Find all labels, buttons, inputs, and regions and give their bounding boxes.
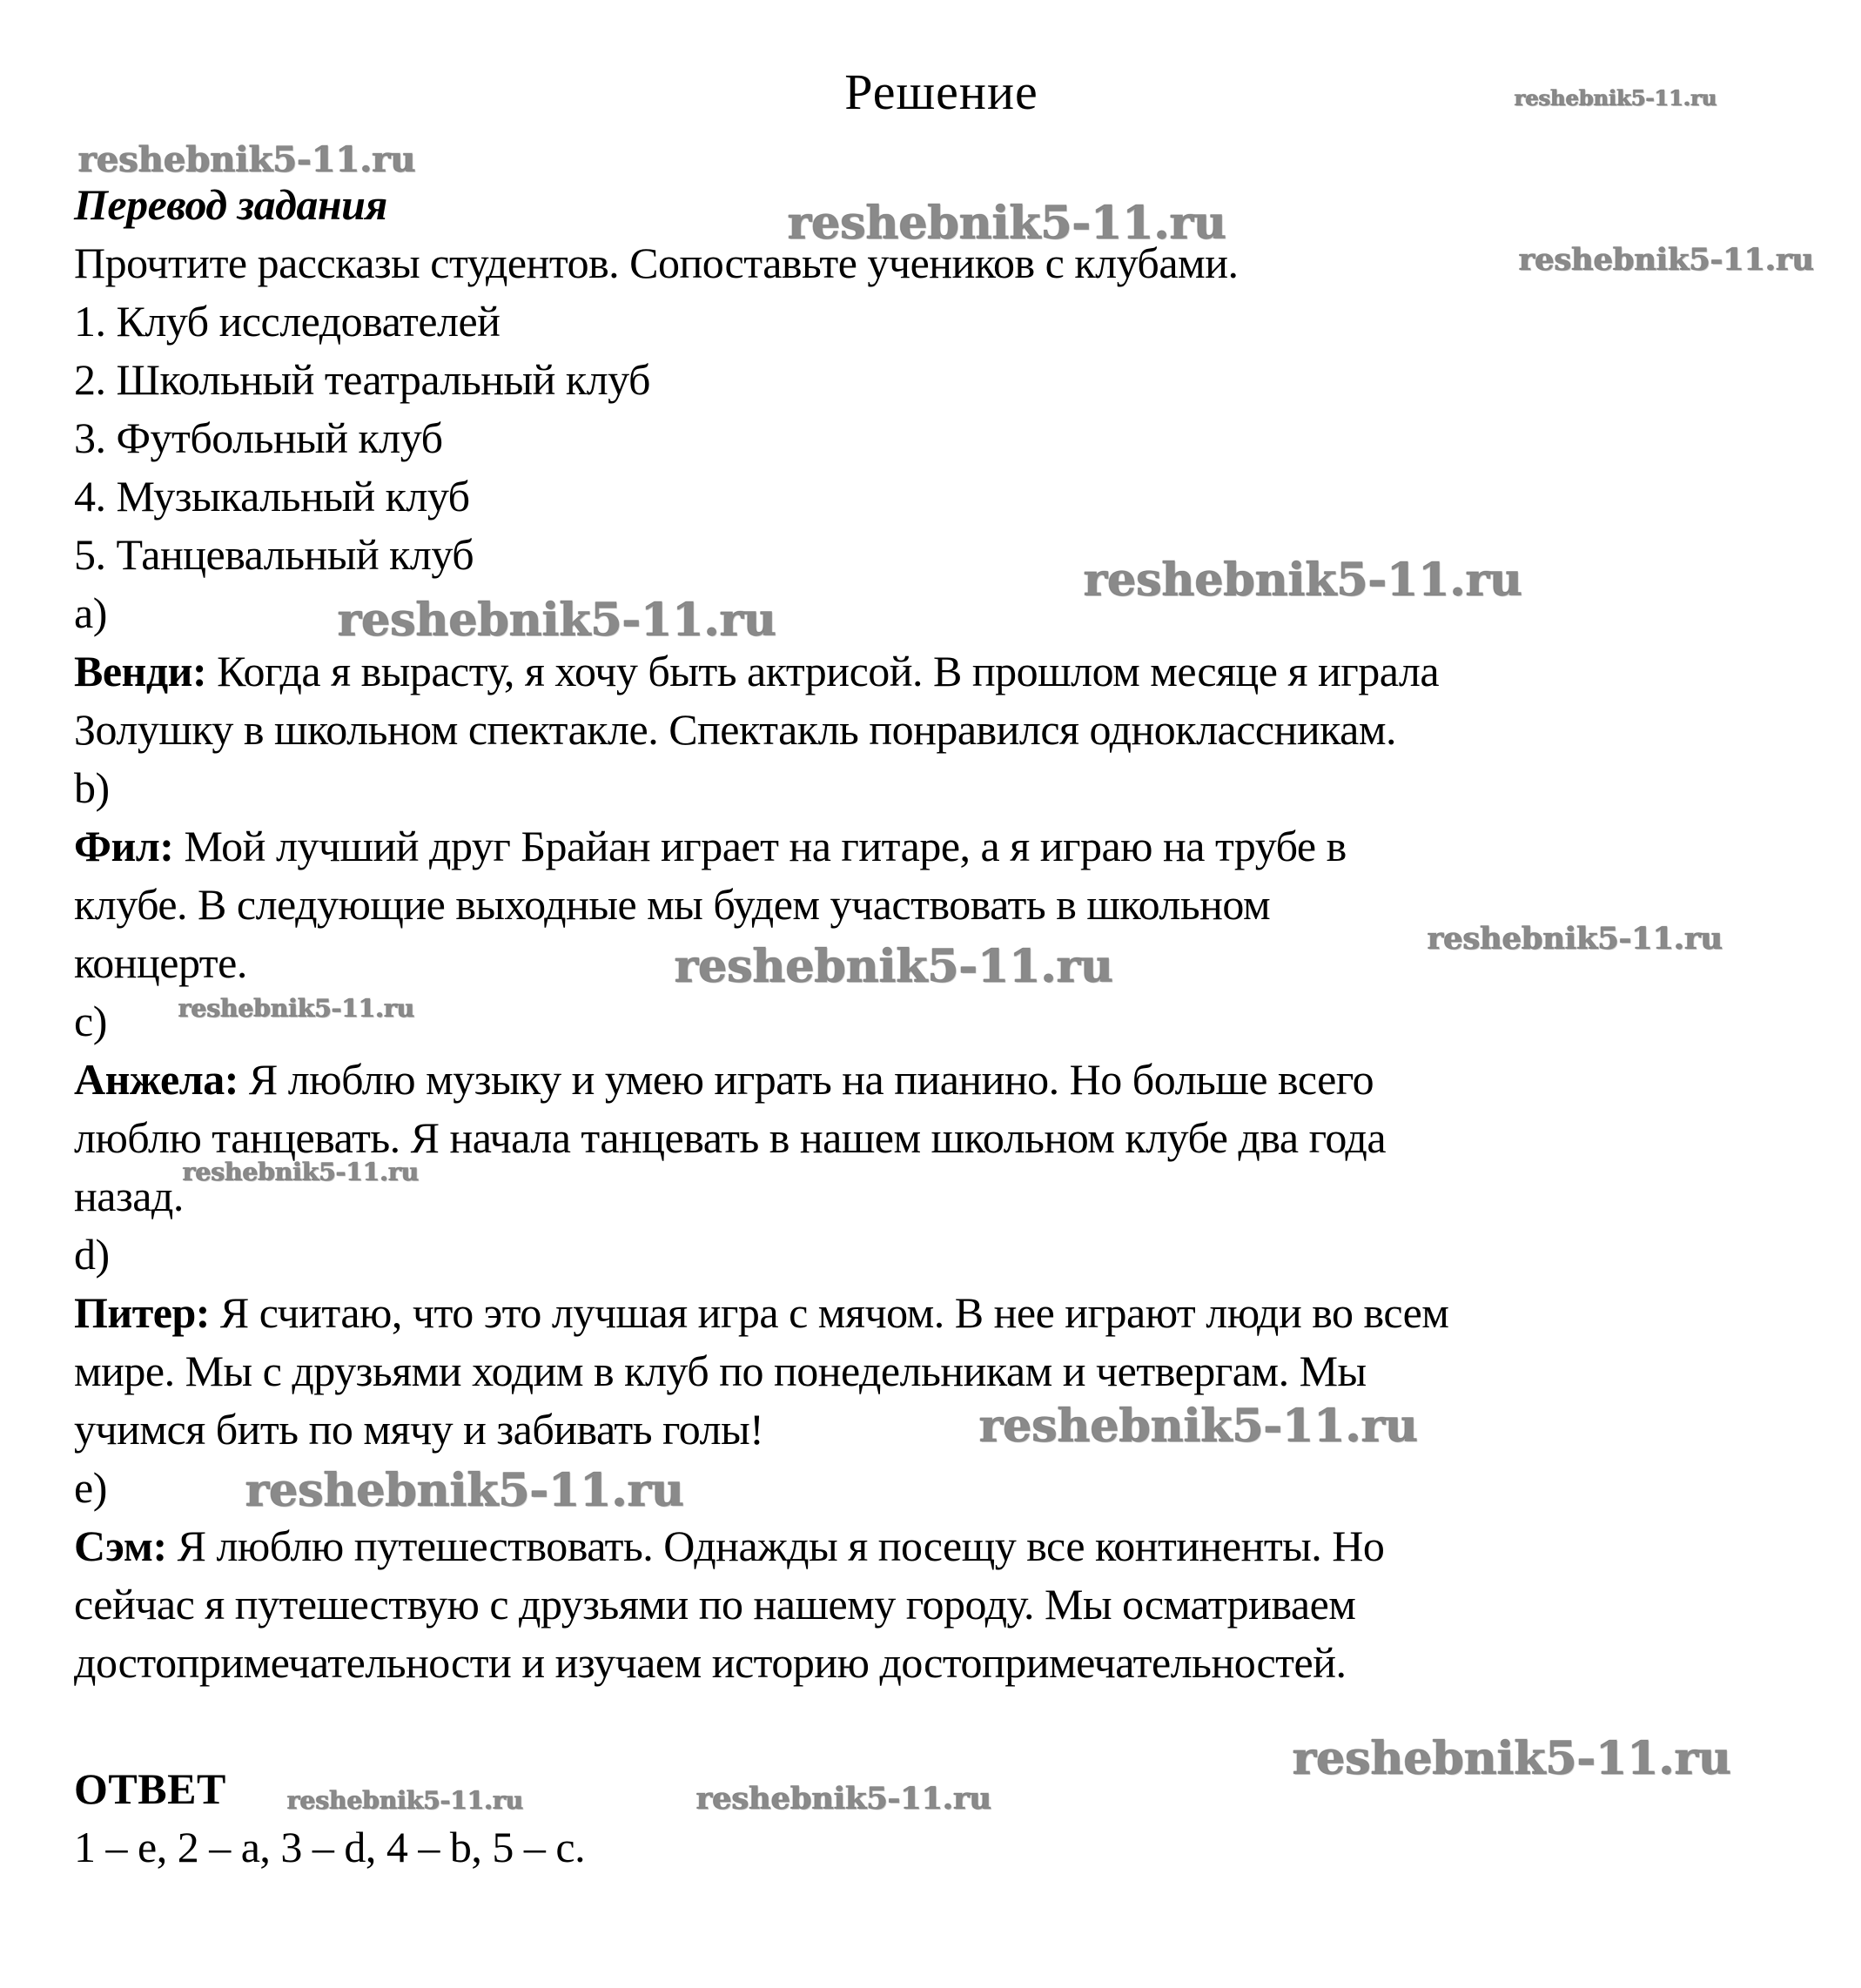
story-e-speaker: Сэм: — [74, 1521, 167, 1570]
club-list-item: 5. Танцевальный клуб — [74, 530, 474, 579]
story-b-line: клубе. В следующие выходные мы будем участвовать в школьном — [74, 880, 1271, 929]
page-title: Решение — [844, 64, 1038, 120]
watermark: reshebnik5-11.ru — [1428, 921, 1723, 957]
club-list-item: 3. Футбольный клуб — [74, 413, 443, 462]
watermark: reshebnik5-11.ru — [338, 594, 777, 647]
watermark: reshebnik5-11.ru — [1515, 85, 1717, 111]
story-label-b: b) — [74, 763, 110, 812]
story-d-text: Я считаю, что это лучшая игра с мячом. В нее играют люди во всем — [219, 1288, 1449, 1337]
watermark: reshebnik5-11.ru — [788, 197, 1227, 250]
watermark: reshebnik5-11.ru — [183, 1158, 420, 1186]
watermark: reshebnik5-11.ru — [245, 1464, 685, 1517]
watermark: reshebnik5-11.ru — [178, 994, 415, 1023]
story-c-line — [74, 1051, 1809, 1109]
watermark: reshebnik5-11.ru — [675, 940, 1114, 993]
story-b-text: Мой лучший друг Брайан играет на гитаре, а я играю на трубе в — [184, 822, 1347, 870]
watermark: reshebnik5-11.ru — [979, 1400, 1419, 1453]
club-list-item: 1. Клуб исследователей — [74, 297, 501, 346]
task-intro: Прочтите рассказы студентов. Сопоставьте учеников с клубами. — [74, 238, 1239, 287]
story-b-line: концерте. — [74, 938, 247, 987]
club-list-item: 2. Школьный театральный клуб — [74, 355, 650, 404]
watermark: reshebnik5-11.ru — [1519, 242, 1815, 278]
story-a-line — [74, 642, 1809, 701]
story-a-speaker: Венди: — [74, 647, 207, 695]
story-d-line: мире. Мы с друзьями ходим в клуб по понедельникам и четвергам. Мы — [74, 1347, 1367, 1395]
answer-heading: ОТВЕТ — [74, 1764, 226, 1813]
story-label-c: c) — [74, 997, 107, 1045]
answer-text: 1 – e, 2 – a, 3 – d, 4 – b, 5 – c. — [74, 1823, 586, 1871]
watermark: reshebnik5-11.ru — [287, 1786, 524, 1815]
story-c-text: Я люблю музыку и умею играть на пианино. Но больше всего — [248, 1055, 1374, 1104]
club-list-item: 4. Музыкальный клуб — [74, 472, 470, 521]
story-b-speaker: Фил: — [74, 822, 174, 870]
watermark: reshebnik5-11.ru — [78, 139, 416, 180]
story-a-line: Золушку в школьном спектакле. Спектакль понравился одноклассникам. — [74, 705, 1397, 754]
story-d-speaker: Питер: — [74, 1288, 210, 1337]
story-c-line: назад. — [74, 1172, 184, 1220]
story-b-line — [74, 817, 1809, 876]
story-label-a: a) — [74, 588, 107, 637]
story-a-text: Когда я вырасту, я хочу быть актрисой. В прошлом месяце я играла — [217, 647, 1440, 695]
story-d-line: учимся бить по мячу и забивать голы! — [74, 1405, 764, 1454]
story-c-speaker: Анжела: — [74, 1055, 239, 1104]
watermark: reshebnik5-11.ru — [696, 1781, 992, 1817]
story-e-line: сейчас я путешествую с друзьями по нашему городу. Мы осматриваем — [74, 1580, 1356, 1629]
story-e-line: достопримечательности и изучаем историю достопримечательностей. — [74, 1638, 1347, 1687]
watermark: reshebnik5-11.ru — [1084, 554, 1523, 607]
story-label-d: d) — [74, 1230, 110, 1279]
story-label-e: e) — [74, 1463, 107, 1512]
watermark: reshebnik5-11.ru — [1293, 1732, 1732, 1785]
story-d-line — [74, 1284, 1809, 1342]
translation-heading: Перевод задания — [74, 180, 387, 229]
story-e-text: Я люблю путешествовать. Однажды я посещу все континенты. Но — [177, 1521, 1385, 1570]
story-e-line — [74, 1517, 1809, 1575]
story-c-line: люблю танцевать. Я начала танцевать в нашем школьном клубе два года — [74, 1113, 1387, 1162]
